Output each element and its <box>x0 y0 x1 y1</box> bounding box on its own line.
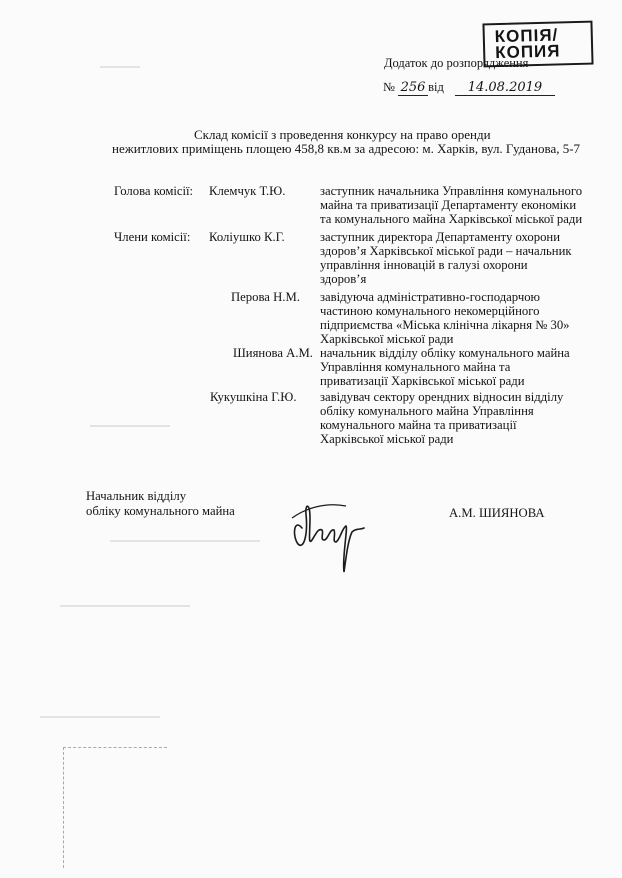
order-number: 256 <box>398 80 428 96</box>
role-members: Члени комісії: <box>114 230 191 244</box>
position-line: Управління комунального майна та <box>320 360 511 375</box>
position-line: заступник начальника Управління комунального <box>320 184 583 198</box>
addendum-label: Додаток до розпорядження <box>384 56 529 70</box>
position-line: Харківської міської ради <box>320 432 454 447</box>
scan-artifact <box>110 540 260 542</box>
member-position <box>320 230 600 286</box>
position-line: завідувач сектору орендних відносин відділу <box>320 390 564 404</box>
stamp-line1: КОПІЯ/ <box>494 25 559 47</box>
order-number-row <box>383 80 555 96</box>
member-position <box>320 390 600 446</box>
stamp-line2: КОПИЯ <box>494 41 561 63</box>
position-line: частиною комунального некомерційного <box>320 304 540 319</box>
position-line: комунального майна та приватизації <box>320 418 517 433</box>
scan-artifact <box>40 716 160 718</box>
member-name: Перова Н.М. <box>231 290 300 304</box>
position-line: підприємства «Міська клінічна лікарня № 30» <box>320 318 570 333</box>
scan-artifact <box>60 605 190 607</box>
position-line: здоров’я <box>320 272 367 287</box>
position-line: майна та приватизації Департаменту економіки <box>320 198 577 213</box>
handwritten-signature <box>286 488 368 576</box>
position-line: здоров’я Харківської міської ради – начальник <box>320 244 572 259</box>
signatory-title-line2: обліку комунального майна <box>86 504 235 518</box>
order-date-prefix: від <box>428 80 444 94</box>
position-line: Харківської міської ради <box>320 332 454 347</box>
position-line: заступник директора Департаменту охорони <box>320 230 560 244</box>
order-num-prefix: № <box>383 80 395 94</box>
member-name: Шиянова А.М. <box>233 346 313 360</box>
scan-artifact <box>100 66 140 68</box>
order-date: 14.08.2019 <box>455 80 555 96</box>
member-position <box>320 290 600 346</box>
member-position <box>320 184 600 226</box>
position-line: та комунального майна Харківської міської ради <box>320 212 583 227</box>
signatory-name: А.М. ШИЯНОВА <box>449 506 545 520</box>
member-name: Клемчук Т.Ю. <box>209 184 286 198</box>
signatory-title <box>86 489 235 519</box>
position-line: управління інновацій в галузі охорони <box>320 258 528 273</box>
member-name: Коліушко К.Г. <box>209 230 285 244</box>
member-name: Кукушкіна Г.Ю. <box>210 390 297 404</box>
position-line: приватизації Харківської міської ради <box>320 374 525 389</box>
title-line1: Склад комісії з проведення конкурсу на право оренди <box>194 127 491 142</box>
position-line: завідуюча адміністративно-господарчою <box>320 290 541 304</box>
signatory-title-line1: Начальник відділу <box>86 489 187 503</box>
scan-artifact-frame <box>63 747 167 868</box>
title-line2: нежитлових приміщень площею 458,8 кв.м за адресою: м. Харків, вул. Гуданова, 5-7 <box>112 141 581 156</box>
position-line: начальник відділу обліку комунального майна <box>320 346 570 360</box>
scan-artifact <box>90 425 170 427</box>
position-line: обліку комунального майна Управління <box>320 404 534 419</box>
role-head: Голова комісії: <box>114 184 194 198</box>
member-position <box>320 346 600 388</box>
